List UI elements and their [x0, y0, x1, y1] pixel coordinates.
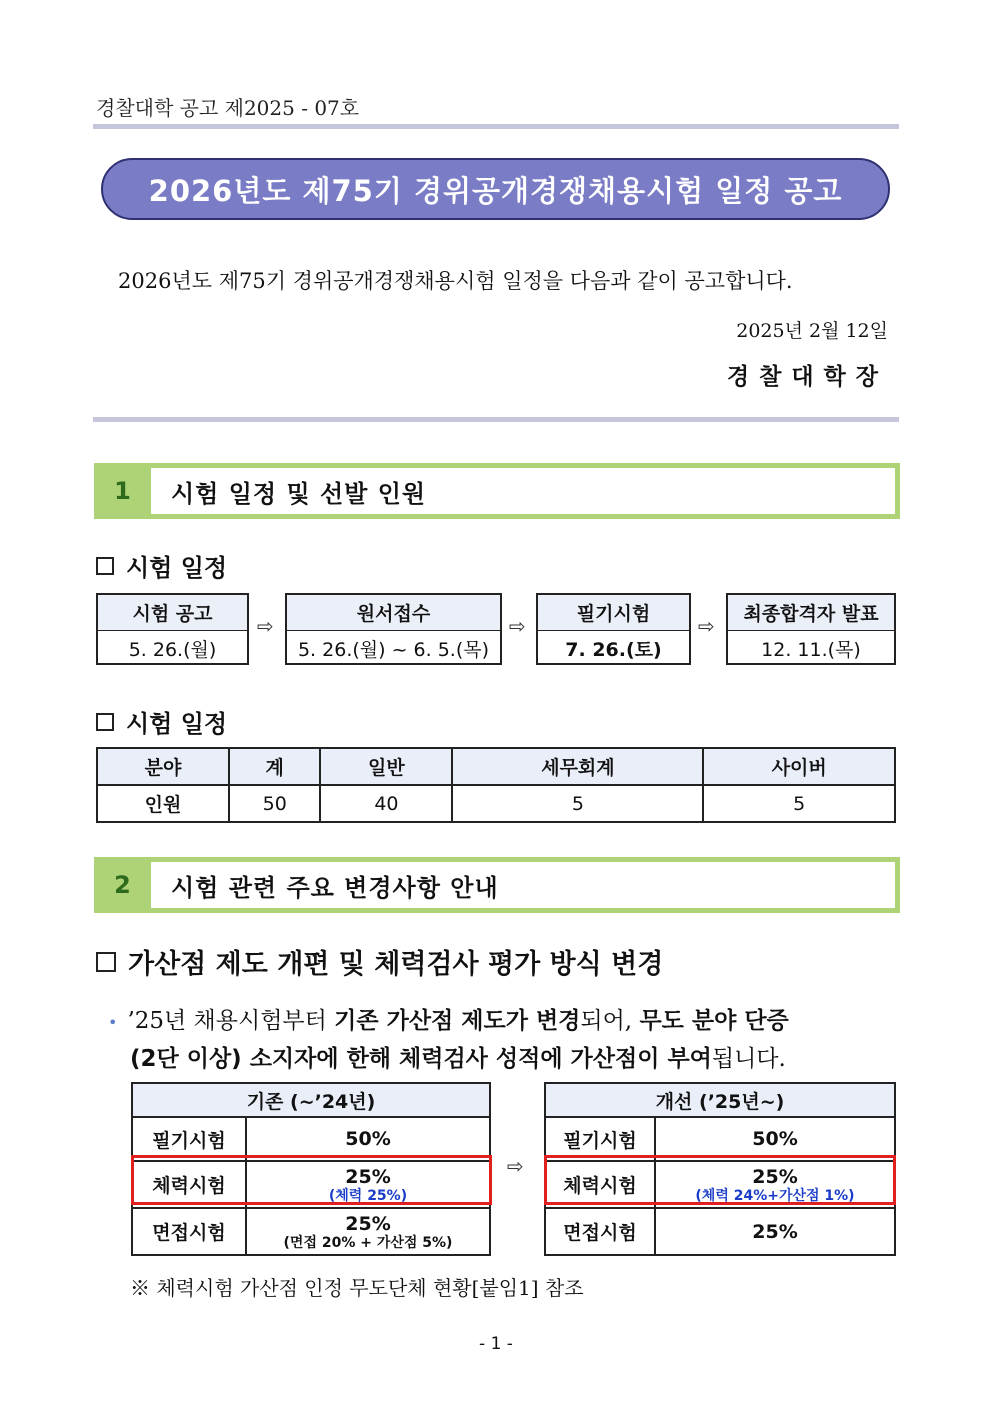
header-cell: 분야 [97, 748, 229, 785]
reference-note: ※ 체력시험 가산점 인정 무도단체 현황[붙임1] 참조 [130, 1276, 584, 1300]
intro-text: 2026년도 제75기 경위공개경쟁채용시험 일정을 다음과 같이 공고합니다. [118, 269, 793, 293]
header-cell: 일반 [320, 748, 452, 785]
bullet-icon: • [108, 1013, 118, 1032]
header-cell: 사이버 [703, 748, 895, 785]
row-label: 필기시험 [132, 1117, 246, 1161]
row-label: 필기시험 [545, 1117, 655, 1161]
schedule-heading: 시험 일정 [96, 548, 227, 583]
table-cell: 5 [703, 785, 895, 822]
table-cell: 25% (체력 25%) [246, 1161, 490, 1208]
schedule-step-label: 필기시험 [538, 595, 689, 631]
table-cell: 25% (면접 20% + 가산점 5%) [246, 1208, 490, 1255]
page-number: - 1 - [479, 1334, 513, 1354]
schedule-step [536, 593, 691, 665]
table-caption: 기존 (~’24년) [132, 1083, 490, 1117]
table-cell: 50% [655, 1117, 895, 1161]
section-1-header [94, 463, 900, 519]
table-cell: 5 [452, 785, 703, 822]
schedule-step [96, 593, 249, 665]
header-divider [93, 124, 899, 129]
row-label: 체력시험 [132, 1161, 246, 1208]
page-title: 2026년도 제75기 경위공개경쟁채용시험 일정 공고 [101, 158, 890, 220]
schedule-step-value: 12. 11.(목) [761, 639, 861, 661]
checkbox-icon [96, 952, 116, 972]
arrow-right-icon: ⇨ [698, 614, 715, 638]
section-title: 시험 일정 및 선발 인원 [171, 479, 427, 508]
schedule-step-label: 최종합격자 발표 [728, 595, 894, 631]
signer: 경찰대학장 [726, 363, 888, 390]
change-description-line-1: • ’25년 채용시험부터 기존 가산점 제도가 변경되어, 무도 분야 단증 [108, 1008, 789, 1034]
highlight-box [544, 1155, 896, 1205]
row-label: 체력시험 [545, 1161, 655, 1208]
arrow-right-icon: ⇨ [257, 614, 274, 638]
table-header-row [97, 748, 895, 785]
table-cell: 25% [655, 1208, 895, 1255]
notice-date: 2025년 2월 12일 [736, 320, 888, 342]
row-label: 인원 [97, 785, 229, 822]
table-cell: 40 [320, 785, 452, 822]
notice-number: 경찰대학 공고 제2025 - 07호 [96, 96, 360, 120]
quota-heading: 시험 일정 [96, 704, 227, 739]
table-row [97, 785, 895, 822]
change-description-line-2: (2단 이상) 소지자에 한해 체력검사 성적에 가산점이 부여됩니다. [130, 1046, 786, 1072]
schedule-step-value: 5. 26.(월) [128, 639, 217, 661]
checkbox-icon [96, 713, 114, 731]
header-cell: 계 [229, 748, 320, 785]
section-number: 2 [94, 857, 151, 913]
highlight-box [131, 1155, 492, 1205]
header-bottom-divider [93, 417, 899, 422]
header-cell: 세무회계 [452, 748, 703, 785]
arrow-right-icon: ⇨ [509, 614, 526, 638]
schedule-step-label: 원서접수 [287, 595, 500, 631]
row-label: 면접시험 [545, 1208, 655, 1255]
section-2-header [94, 857, 900, 913]
table-cell: 50% [246, 1117, 490, 1161]
checkbox-icon [96, 557, 114, 575]
table-cell: 25% (체력 24%+가산점 1%) [655, 1161, 895, 1208]
section-title: 시험 관련 주요 변경사항 안내 [171, 873, 499, 902]
schedule-step-value: 7. 26.(토) [565, 639, 662, 661]
section-number: 1 [94, 463, 151, 519]
change-heading: 가산점 제도 개편 및 체력검사 평가 방식 변경 [96, 942, 663, 981]
quota-table [96, 747, 896, 823]
table-row [545, 1208, 895, 1255]
schedule-step [285, 593, 502, 665]
table-caption: 개선 (’25년~) [545, 1083, 895, 1117]
table-cell: 50 [229, 785, 320, 822]
table-row [132, 1208, 490, 1255]
row-label: 면접시험 [132, 1208, 246, 1255]
schedule-step-value: 5. 26.(월) ~ 6. 5.(목) [297, 639, 490, 661]
arrow-right-icon: ⇨ [507, 1154, 524, 1178]
schedule-step-label: 시험 공고 [98, 595, 247, 631]
schedule-step [726, 593, 896, 665]
